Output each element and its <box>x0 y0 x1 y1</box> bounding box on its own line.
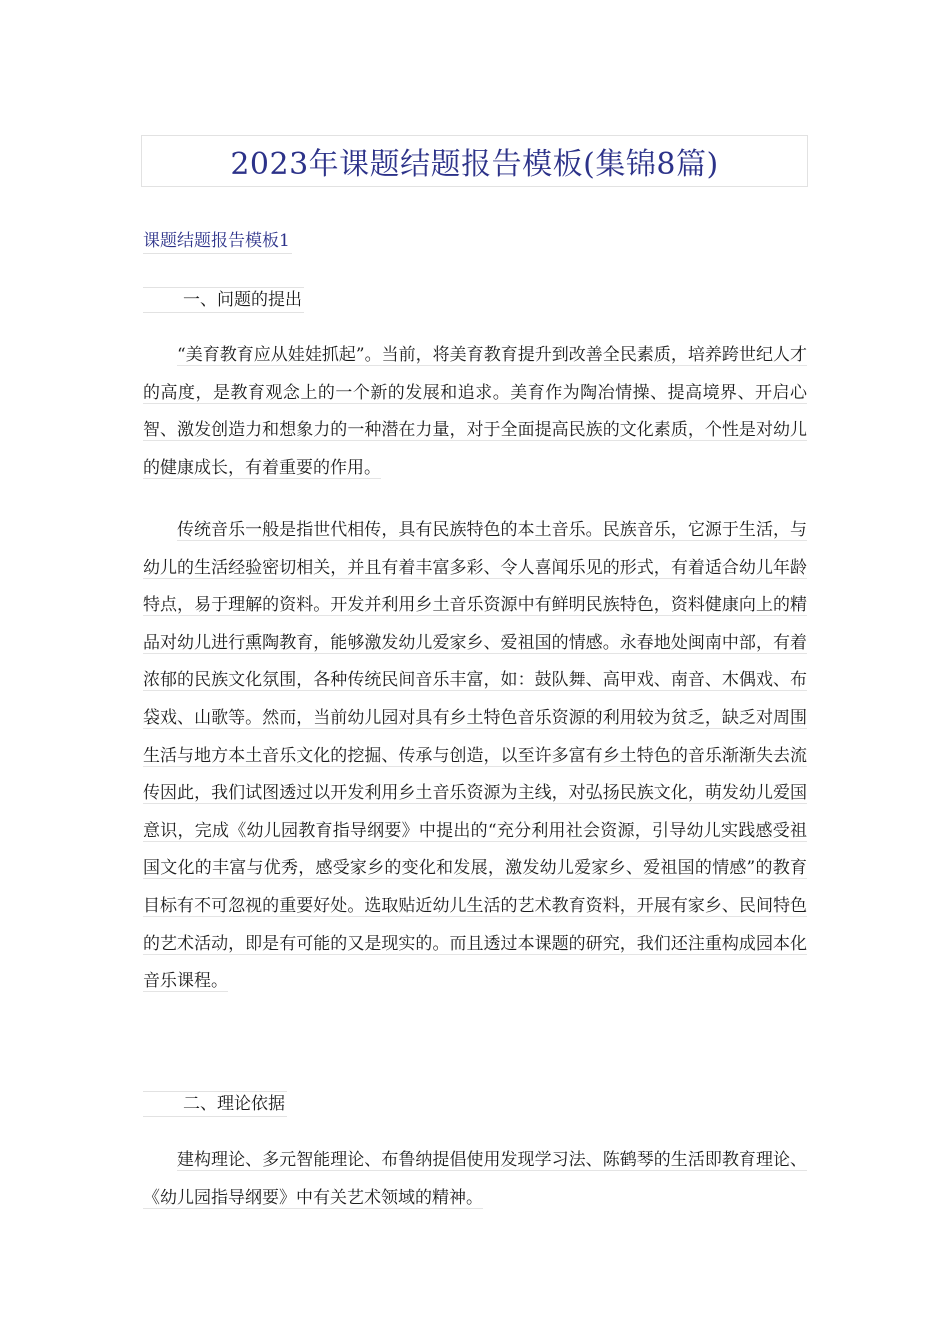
section-heading-problem: 一、问题的提出 <box>143 287 304 313</box>
paragraph-2 <box>143 512 807 1001</box>
title-box <box>141 135 808 187</box>
paragraph-2-text: 传统音乐一般是指世代相传，具有民族特色的本土音乐。民族音乐，它源于生活，与幼儿的生活经验密切相关，并且有着丰富多彩、令人喜闻乐见的形式，有着适合幼儿年龄特点，易于理解的资料。开发并利用乡土音乐资源中有鲜明民族特色，资料健康向上的精品对幼儿进行熏陶教育，能够激发幼儿爱家乡、爱祖国的情感。永春地处闽南中部，有着浓郁的民族文化氛围，各种传统民间音乐丰富，如：鼓队舞、高甲戏、南音、木偶戏、布袋戏、山歌等。然而，当前幼儿园对具有乡土特色音乐资源的利用较为贫乏，缺乏对周围生活与地方本土音乐文化的挖掘、传承与创造，以至许多富有乡土特色的音乐渐渐失去流传因此，我们试图透过以开发利用乡土音乐资源为主线，对弘扬民族文化，萌发幼儿爱国意识，完成《幼儿园教育指导纲要》中提出的“充分利用社会资源，引导幼儿实践感受祖国文化的丰富与优秀，感受家乡的变化和发展，激发幼儿爱家乡、爱祖国的情感”的教育目标有不可忽视的重要好处。选取贴近幼儿生活的艺术教育资料，开展有家乡、民间特色的艺术活动，即是有可能的又是现实的。而且透过本课题的研究，我们还注重构成园本化音乐课程。 <box>143 520 807 992</box>
paragraph-1-text: “美育教育应从娃娃抓起”。当前，将美育教育提升到改善全民素质，培养跨世纪人才的高度，是教育观念上的一个新的发展和追求。美育作为陶冶情操、提高境界、开启心智、激发创造力和想象力的一种潜在力量，对于全面提高民族的文化素质，个性是对幼儿的健康成长，有着重要的作用。 <box>143 345 807 478</box>
paragraph-3-text: 建构理论、多元智能理论、布鲁纳提倡使用发现学习法、陈鹤琴的生活即教育理论、《幼儿园指导纲要》中有关艺术领域的精神。 <box>143 1150 807 1208</box>
paragraph-3 <box>143 1142 807 1217</box>
paragraph-1 <box>143 337 807 487</box>
document-subtitle: 课题结题报告模板1 <box>143 229 292 254</box>
document-title: 2023年课题结题报告模板(集锦8篇) <box>230 147 719 182</box>
section-heading-theory: 二、理论依据 <box>143 1091 287 1117</box>
